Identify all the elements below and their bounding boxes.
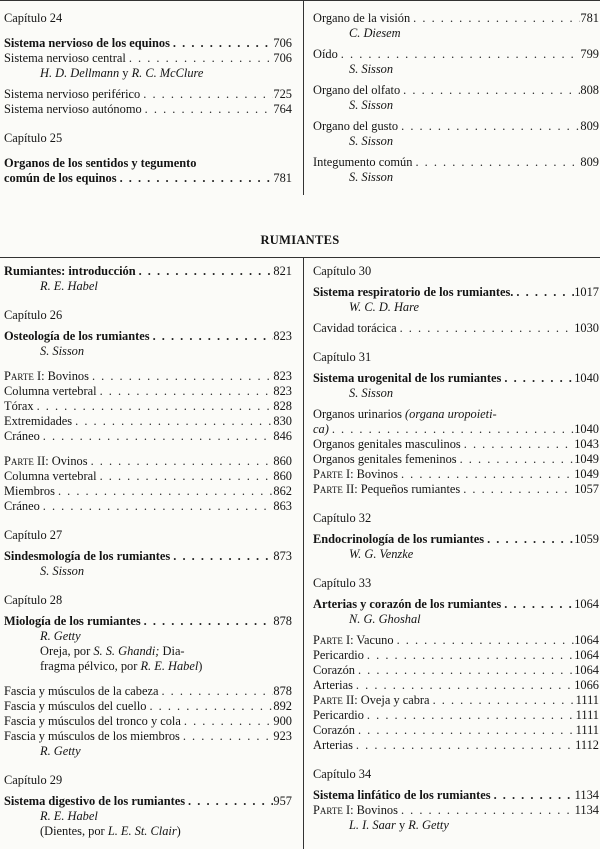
toc-entry[interactable]: Sistema nervioso central . . . 706 — [4, 51, 292, 66]
toc-entry[interactable]: Organos genitales masculinos . . . 1043 — [313, 437, 599, 452]
toc-entry[interactable]: Pericardio . . . 1064 — [313, 648, 599, 663]
chapter-heading: Capítulo 31 — [313, 350, 372, 364]
toc-entry[interactable]: Miembros . . . 862 — [4, 484, 292, 499]
author-line: S. Sisson — [349, 98, 394, 112]
author-line: S. Sisson — [349, 62, 394, 76]
toc-entry[interactable]: Corazón . . . 1064 — [313, 663, 599, 678]
top-column-divider — [303, 0, 304, 195]
toc-part-entry[interactable]: Parte II: Ovinos . . . 860 — [4, 454, 292, 469]
toc-entry[interactable]: Integumento común . . . 809 — [313, 155, 599, 170]
toc-entry[interactable]: Organos genitales femeninos . . . 1049 — [313, 452, 599, 467]
toc-entry[interactable]: ca) . . . 1040 — [313, 422, 599, 437]
toc-entry[interactable]: Sistema digestivo de los rumiantes . . . 957 — [4, 794, 292, 809]
toc-part-entry[interactable]: Parte II: Pequeños rumiantes . . . 1057 — [313, 482, 599, 497]
chapter-heading: Capítulo 34 — [313, 767, 372, 781]
chapter-heading: Capítulo 26 — [4, 308, 63, 322]
contributor-note: (Dientes, por L. E. St. Clair) — [40, 824, 181, 838]
toc-entry[interactable]: Rumiantes: introducción . . . 821 — [4, 264, 292, 279]
toc-entry[interactable]: Sistema urogenital de los rumiantes . . . 1040 — [313, 371, 599, 386]
author-line: R. E. Habel — [40, 279, 98, 293]
toc-entry[interactable]: Arterias . . . 1066 — [313, 678, 599, 693]
toc-entry[interactable]: Miología de los rumiantes . . . 878 — [4, 614, 292, 629]
toc-entry-title-line[interactable]: Organos urinarios (organa uropoieti- — [313, 407, 497, 421]
chapter-heading: Capítulo 28 — [4, 593, 63, 607]
toc-entry[interactable]: Columna vertebral . . . 860 — [4, 469, 292, 484]
author-line: S. Sisson — [349, 134, 394, 148]
contributor-note: Oreja, por S. S. Ghandi; Dia- — [40, 644, 185, 658]
chapter-heading: Capítulo 24 — [4, 11, 63, 25]
toc-entry[interactable]: Sistema linfático de los rumiantes . . . 1134 — [313, 788, 599, 803]
toc-entry[interactable]: Arterias y corazón de los rumiantes . . . 1064 — [313, 597, 599, 612]
toc-part-entry[interactable]: Parte I: Bovinos . . . 823 — [4, 369, 292, 384]
author-line: C. Diesem — [349, 26, 401, 40]
toc-entry[interactable]: Fascia y músculos de la cabeza . . . 878 — [4, 684, 292, 699]
chapter-heading: Capítulo 29 — [4, 773, 63, 787]
author-line: R. E. Habel — [40, 809, 98, 823]
section-rule — [0, 257, 600, 258]
author-line: R. Getty — [40, 744, 81, 758]
toc-entry[interactable]: Fascia y músculos de los miembros . . . 923 — [4, 729, 292, 744]
toc-entry[interactable]: Sindesmología de los rumiantes . . . 873 — [4, 549, 292, 564]
top-right-column — [313, 11, 599, 185]
toc-entry[interactable]: Organo de la visión . . . 781 — [313, 11, 599, 26]
toc-entry[interactable]: Sistema nervioso autónomo . . . 764 — [4, 102, 292, 117]
chapter-heading: Capítulo 33 — [313, 576, 372, 590]
author-line: N. G. Ghoshal — [349, 612, 421, 626]
top-left-column — [4, 11, 292, 186]
toc-entry[interactable]: Cavidad torácica . . . 1030 — [313, 321, 599, 336]
section-title: RUMIANTES — [260, 233, 340, 247]
author-line: R. Getty — [40, 629, 81, 643]
author-line: S. Sisson — [349, 386, 394, 400]
toc-entry[interactable]: Arterias . . . 1112 — [313, 738, 599, 753]
toc-entry[interactable]: Endocrinología de los rumiantes . . . 1059 — [313, 532, 599, 547]
toc-part-entry[interactable]: Parte I: Vacuno . . . 1064 — [313, 633, 599, 648]
top-rule — [0, 0, 600, 1]
toc-entry-title-line[interactable]: Organos de los sentidos y tegumento — [4, 156, 197, 170]
author-line: W. C. D. Hare — [349, 300, 419, 314]
toc-entry[interactable]: Osteología de los rumiantes . . . 823 — [4, 329, 292, 344]
chapter-heading: Capítulo 32 — [313, 511, 372, 525]
toc-entry[interactable]: Extremidades . . . 830 — [4, 414, 292, 429]
chapter-heading: Capítulo 30 — [313, 264, 372, 278]
toc-part-entry[interactable]: Parte II: Oveja y cabra . . . 1111 — [313, 693, 599, 708]
toc-entry[interactable]: Cráneo . . . 846 — [4, 429, 292, 444]
author-line: S. Sisson — [349, 170, 394, 184]
toc-entry[interactable]: Corazón . . . 1111 — [313, 723, 599, 738]
bottom-column-divider — [303, 257, 304, 849]
toc-entry[interactable]: Organo del gusto . . . 809 — [313, 119, 599, 134]
toc-part-entry[interactable]: Parte I: Bovinos . . . 1049 — [313, 467, 599, 482]
author-line: H. D. Dellmann y R. C. McClure — [40, 66, 204, 80]
author-line: L. I. Saar y R. Getty — [349, 818, 449, 832]
toc-entry[interactable]: común de los equinos . . . 781 — [4, 171, 292, 186]
toc-entry[interactable]: Sistema respiratorio de los rumiantes. . . . 1017 — [313, 285, 599, 300]
bottom-right-column — [313, 264, 599, 833]
author-line: W. G. Venzke — [349, 547, 414, 561]
toc-entry[interactable]: Organo del olfato . . . 808 — [313, 83, 599, 98]
toc-entry[interactable]: Sistema nervioso periférico . . . 725 — [4, 87, 292, 102]
toc-entry[interactable]: Fascia y músculos del tronco y cola . . . 900 — [4, 714, 292, 729]
chapter-heading: Capítulo 25 — [4, 131, 63, 145]
toc-entry[interactable]: Tórax . . . 828 — [4, 399, 292, 414]
toc-entry[interactable]: Oído . . . 799 — [313, 47, 599, 62]
chapter-heading: Capítulo 27 — [4, 528, 63, 542]
contributor-note: fragma pélvico, por R. E. Habel) — [40, 659, 203, 673]
toc-entry[interactable]: Cráneo . . . 863 — [4, 499, 292, 514]
toc-entry[interactable]: Fascia y músculos del cuello . . . 892 — [4, 699, 292, 714]
toc-part-entry[interactable]: Parte I: Bovinos . . . 1134 — [313, 803, 599, 818]
toc-entry[interactable]: Columna vertebral . . . 823 — [4, 384, 292, 399]
bottom-left-column — [4, 264, 292, 839]
toc-entry[interactable]: Sistema nervioso de los equinos . . . 706 — [4, 36, 292, 51]
author-line: S. Sisson — [40, 564, 85, 578]
author-line: S. Sisson — [40, 344, 85, 358]
toc-entry[interactable]: Pericardio . . . 1111 — [313, 708, 599, 723]
